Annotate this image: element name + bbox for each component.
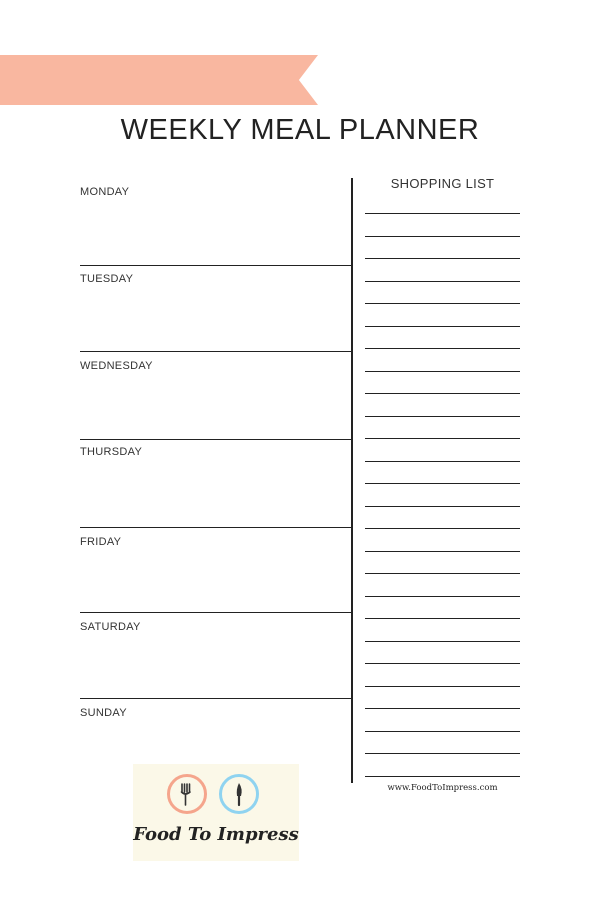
shopping-list-line[interactable] <box>365 731 520 732</box>
day-separator <box>80 612 352 613</box>
shopping-list-line[interactable] <box>365 303 520 304</box>
day-separator <box>80 698 352 699</box>
shopping-list-line[interactable] <box>365 393 520 394</box>
shopping-list-title: SHOPPING LIST <box>390 176 495 191</box>
shopping-list-line[interactable] <box>365 641 520 642</box>
shopping-list-line[interactable] <box>365 528 520 529</box>
shopping-list-line[interactable] <box>365 258 520 259</box>
shopping-list-line[interactable] <box>365 506 520 507</box>
column-divider <box>351 178 353 783</box>
shopping-list-line[interactable] <box>365 596 520 597</box>
day-label-wednesday: WEDNESDAY <box>80 360 153 372</box>
shopping-list-line[interactable] <box>365 416 520 417</box>
shopping-list-line[interactable] <box>365 281 520 282</box>
shopping-list-line[interactable] <box>365 708 520 709</box>
shopping-list-line[interactable] <box>365 326 520 327</box>
shopping-list-line[interactable] <box>365 461 520 462</box>
page-title: WEEKLY MEAL PLANNER <box>120 114 480 146</box>
shopping-list-line[interactable] <box>365 753 520 754</box>
day-separator <box>80 527 352 528</box>
shopping-list-line[interactable] <box>365 776 520 777</box>
shopping-list-line[interactable] <box>365 213 520 214</box>
shopping-list-line[interactable] <box>365 618 520 619</box>
day-label-sunday: SUNDAY <box>80 707 127 719</box>
day-label-monday: MONDAY <box>80 186 130 198</box>
knife-icon <box>219 774 259 814</box>
shopping-list-line[interactable] <box>365 686 520 687</box>
banner-ribbon <box>0 55 318 105</box>
day-separator <box>80 265 352 266</box>
banner-text: Free Printable <box>28 4 309 44</box>
day-separator <box>80 439 352 440</box>
shopping-list-line[interactable] <box>365 551 520 552</box>
shopping-list-line[interactable] <box>365 573 520 574</box>
shopping-list-line[interactable] <box>365 663 520 664</box>
shopping-list-line[interactable] <box>365 483 520 484</box>
day-label-friday: FRIDAY <box>80 536 122 548</box>
day-label-tuesday: TUESDAY <box>80 273 134 285</box>
shopping-list-line[interactable] <box>365 236 520 237</box>
shopping-list-line[interactable] <box>365 348 520 349</box>
website-url: www.FoodToImpress.com <box>387 783 498 793</box>
day-separator <box>80 351 352 352</box>
shopping-list-line[interactable] <box>365 371 520 372</box>
shopping-list-line[interactable] <box>365 438 520 439</box>
day-label-thursday: THURSDAY <box>80 446 143 458</box>
day-label-saturday: SATURDAY <box>80 621 141 633</box>
fork-icon <box>167 774 207 814</box>
brand-logo <box>133 764 299 861</box>
logo-text: Food To Impress <box>133 824 299 845</box>
